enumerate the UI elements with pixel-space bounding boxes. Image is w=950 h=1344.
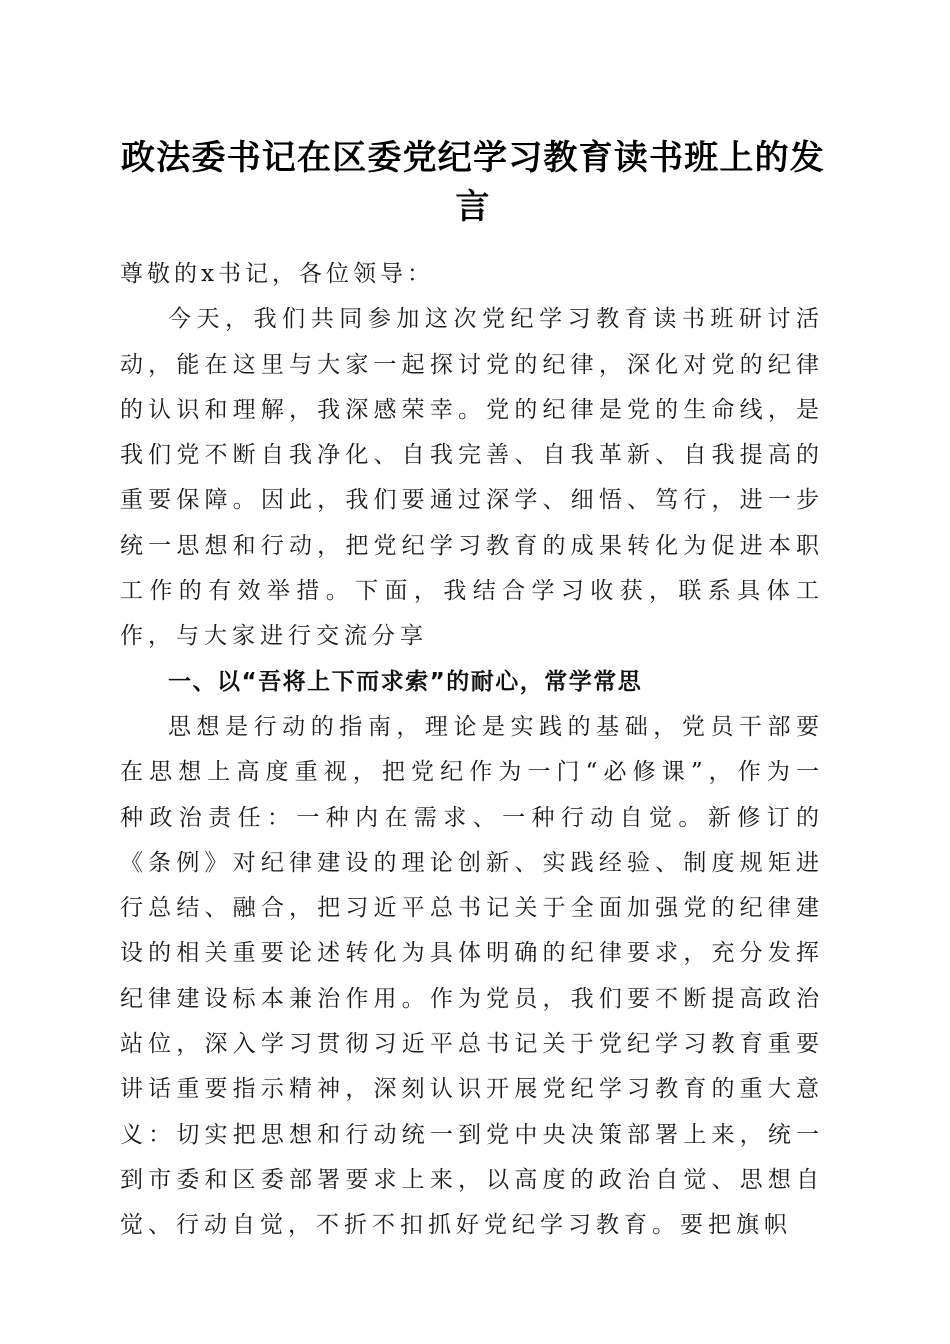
opening-paragraph: 今天，我们共同参加这次党纪学习教育读书班研讨活动，能在这里与大家一起探讨党的纪律，深化对党的纪律的认识和理解，我深感荣幸。党的纪律是党的生命线，是我们党不断自我净化、自我完善、自我革新、自我提高的重要保障。因此，我们要通过深学、细悟、笃行，进一步统一思想和行动，把党纪学习教育的成果转化为促进本职工作的有效举措。下面，我结合学习收获，联系具体工作，与大家进行交流分享 (120, 306, 824, 650)
document-body (120, 252, 824, 1249)
section-heading: 一、以“吾将上下而求索”的耐心，常学常思 (168, 668, 643, 695)
document-title: 政法委书记在区委党纪学习教育读书班上的发言 (121, 138, 825, 227)
section-paragraph: 思想是行动的指南，理论是实践的基础，党员干部要在思想上高度重视，把党纪作为一门“必修课”，作为一种政治责任：一种内在需求、一种行动自觉。新修订的《条例》对纪律建设的理论创新、实践经验、制度规矩进行总结、融合，把习近平总书记关于全面加强党的纪律建设的相关重要论述转化为具体明确的纪律要求，充分发挥纪律建设标本兼治作用。作为党员，我们要不断提高政治站位，深入学习贯彻习近平总书记关于党纪学习教育重要讲话重要指示精神，深刻认识开展党纪学习教育的重大意义：切实把思想和行动统一到党中央决策部署上来，统一到市委和区委部署要求上来，以高度的政治自觉、思想自觉、行动自觉，不折不扣抓好党纪学习教育。要把旗帜 (120, 713, 824, 1239)
salutation: 尊敬的x书记，各位领导： (120, 261, 434, 287)
